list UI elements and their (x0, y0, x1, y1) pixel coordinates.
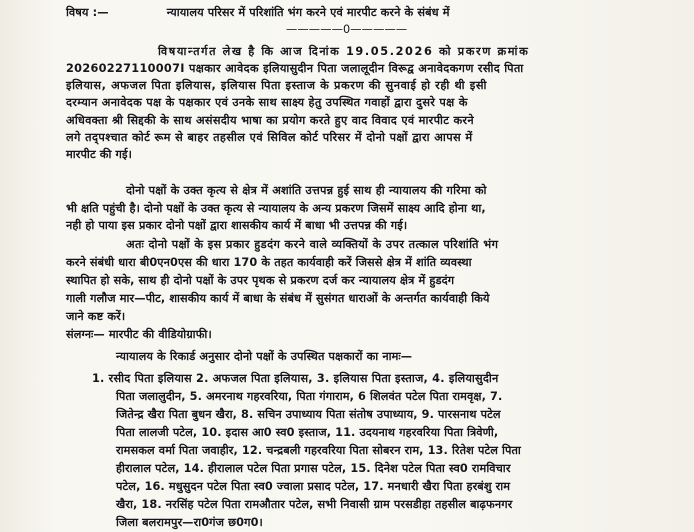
party-list-line-5: रामसकल वर्मा पिता जवाहीर, 12. चन्द्रबली गहरवरिया पिता सोबरन राम, 13. रितेश पटेल पिता (116, 444, 521, 457)
para3-line-4: गाली गलौज मार—पीट, शासकीय कार्य में बाधा के संबंध में सुसंगत धाराओं के अन्तर्गत कार्यवाही किये (66, 292, 490, 305)
para1-line-2: 20260227110007I पक्षकार आवेदक इलियासुदीन पिता जलालूदीन विरूद्व अनावेदकगण रसीद पिता (66, 62, 524, 75)
party-list-line-8: खैरा, 18. नरसिंह पटेल पिता रामऔतार पटेल, सभी निवासी ग्राम परसडीहा तहसील बाढ़फनगर (116, 498, 513, 511)
party-list-line-9: जिला बलरामपुर—रा0गंज छ0ग0। (116, 516, 263, 529)
subject-line (66, 6, 450, 20)
para1-line-4: दरम्यान अनावेदक पक्ष के पक्षकार एवं उनके साथ साक्ष्य हेतु उपस्थित गवाहों द्वारा दुसरे पक्ष के (66, 96, 468, 109)
para1-line-3: इलियास, अफजल पिता इलियास, इलियास पिता इस्ताज के प्रकरण की सुनवाई हो रही थी इसी (66, 79, 488, 92)
subject-text: न्यायालय परिसर में परिशांति भंग करने एवं मारपीट करने के संबंध में (166, 6, 450, 19)
enclosure-line: संलग्नः— मारपीट की वीडियोग्राफी। (66, 328, 212, 341)
para2-line-2: भी क्षति पहुंची है। दोनो पक्षों के उक्त कृत्य से न्यायालय के अन्य प्रकरण जिसमें साक्ष्य आदि होना था, (66, 202, 486, 215)
party-list-line-3: जितेन्द्र खैरा पिता बुधन खैरा, 8. सचिन उपाध्याय पिता संतोष उपाध्याय, 9. पारसनाथ पटेल (116, 408, 501, 421)
separator: —————0————— (286, 23, 408, 36)
para3-line-1: अतः दोनो पक्षों के इस प्रकार हुडदंग करने वाले व्यक्तियों के उपर तत्काल परिशांति भंग (126, 238, 499, 251)
subject-label: विषय :— (66, 6, 109, 19)
para1-line-1: विषयान्तर्गत लेख है कि आज दिनांक 19.05.2026 को प्रकरण क्रमांक (158, 45, 530, 58)
party-list-line-2: पिता जलालुदीन, 5. अमरनाथ गहरवरिया, पिता गंगाराम, 6 शिलवंत पटेल पिता रामवृक्ष, 7. (116, 390, 503, 403)
para3-line-2: करने संबंधी धारा बी0एन0एस की धारा 170 के तहत कार्यवाही करें जिससे क्षेत्र में शांति व्यवस्था (66, 256, 472, 269)
party-list-line-1: 1. रसीद पिता इलियास 2. अफजल पिता इलियास, 3. इलियास पिता इस्ताज, 4. इलियासुदीन (92, 372, 499, 385)
para1-line-5: अधिवक्ता श्री सिद्दकी के साथ असंसदीय भाषा का प्रयोग करते हुए वाद विवाद एवं मारपीट करने (66, 114, 474, 127)
para3-line-5: जाने कष्ट करें। (66, 310, 126, 323)
party-list-line-4: पिता लालजी पटेल, 10. इदास आ0 स्व0 इस्ताज, 11. उदयनाथ गहरवरिया पिता त्रिवेणी, (116, 426, 499, 439)
record-intro: न्यायालय के रिकार्ड अनुसार दोनो पक्षों के उपस्थित पक्षकारों का नामः— (116, 350, 413, 363)
para2-line-1: दोनो पक्षों के उक्त कृत्य से क्षेत्र में अशांति उत्तपन्न हुई साथ ही न्यायालय की गरिमा को (126, 184, 487, 197)
para1-line-6: लगे तद्पश्चात कोर्ट रूम से बाहर तहसील एवं सिविल कोर्ट परिसर में दोनो पक्षों द्वारा आपस में (66, 131, 473, 144)
party-list-line-7: पटेल, 16. मधुसुदन पटेल पिता स्व0 ज्वाला प्रसाद पटेल, 17. मनधारी खैरा पिता हरबंशु राम (116, 480, 511, 493)
para2-line-3: नही हो पाया इस प्रकार दोनो पक्षों द्वारा शासकीय कार्य में बाधा भी उत्तपन्न की गई। (66, 219, 408, 232)
para3-line-3: स्थापित हो सके, साथ ही दोनो पक्षों के उपर पृथक से प्रकरण दर्ज कर न्यायालय क्षेत्र में हुडदंग (66, 274, 455, 287)
para1-line-7: मारपीट की गई। (66, 148, 132, 161)
party-list-line-6: हीरालाल पटेल, 14. हीरालाल पटेल पिता प्रगास पटेल, 15. दिनेश पटेल पिता स्व0 रामविचार (116, 462, 511, 475)
